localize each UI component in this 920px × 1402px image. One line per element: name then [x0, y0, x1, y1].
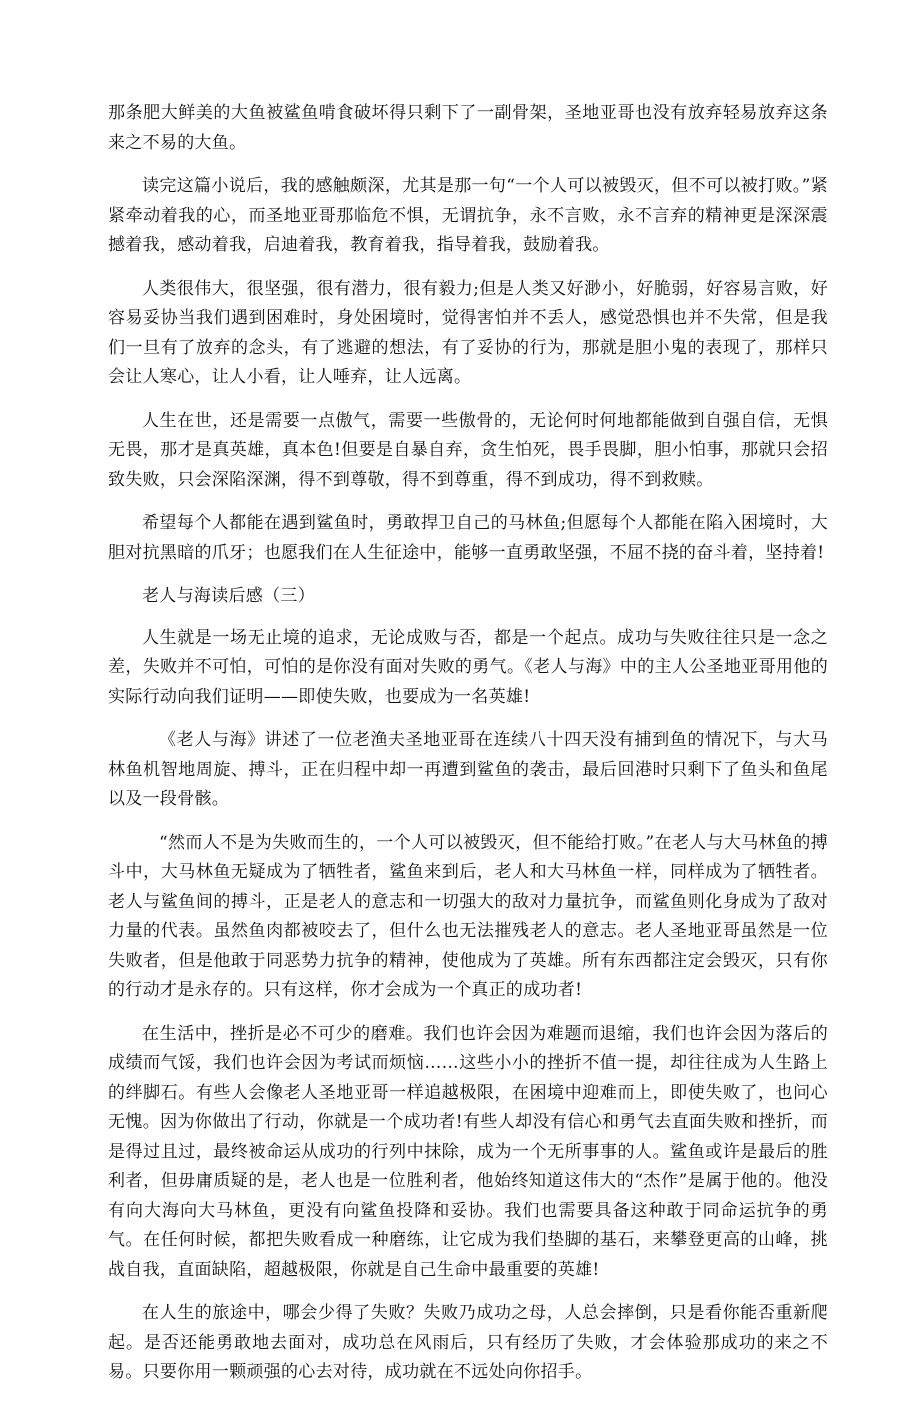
paragraph-2: 读完这篇小说后，我的感触颇深，尤其是那一句“一个人可以被毁灭，但不可以被打败。”紧紧牵动着我的心，而圣地亚哥那临危不惧，无谓抗争，永不言败，永不言弃的精神更是深深震撼着我，感动着我，启迪着我，教育着我，指导着我，鼓励着我。	[108, 176, 828, 255]
paragraph-8: “然而人不是为失败而生的，一个人可以被毁灭，但不能给打败。”在老人与大马林鱼的搏斗中，大马林鱼无疑成为了牺牲者，鲨鱼来到后，老人和大马林鱼一样，同样成为了牺牲者。老人与鲨鱼间的搏斗，正是老人的意志和一切强大的敌对力量抗争，而鲨鱼则化身成为了敌对力量的代表。虽然鱼肉都被咬去了，但什么也无法摧残老人的意志。老人圣地亚哥虽然是一位失败者，但是他敢于同恶势力抗争的精神，使他成为了英雄。所有东西都注定会毁灭，只有你的行动才是永存的。只有这样，你才会成为一个真正的成功者!	[108, 832, 828, 1000]
paragraph-10: 在人生的旅途中，哪会少得了失败？失败乃成功之母，人总会摔倒，只是看你能否重新爬起。是否还能勇敢地去面对，成功总在风雨后，只有经历了失败，才会体验那成功的来之不易。只要你用一颗顽强的心去对待，成功就在不远处向你招手。	[108, 1303, 828, 1382]
paragraph-3: 人类很伟大，很坚强，很有潜力，很有毅力;但是人类又好渺小，好脆弱，好容易言败，好容易妥协当我们遇到困难时，身处困境时，觉得害怕并不丢人，感觉恐惧也并不失常，但是我们一旦有了放弃的念头，有了逃避的想法，有了妥协的行为，那就是胆小鬼的表现了，那样只会让人寒心，让人小看，让人唾弃，让人远离。	[108, 278, 828, 387]
paragraph-6: 人生就是一场无止境的追求，无论成败与否，都是一个起点。成功与失败往往只是一念之差，失败并不可怕，可怕的是你没有面对失败的勇气。《老人与海》中的主人公圣地亚哥用他的实际行动向我们证明——即使失败，也要成为一名英雄!	[108, 627, 828, 707]
section-heading: 老人与海读后感（三）	[142, 586, 315, 606]
paragraph-9: 在生活中，挫折是必不可少的磨难。我们也许会因为难题而退缩，我们也许会因为落后的成绩而气馁，我们也许会因为考试而烦恼……这些小小的挫折不值一提，却往往成为人生路上的绊脚石。有些人会像老人圣地亚哥一样追越极限，在困境中迎难而上，即使失败了，也问心无愧。因为你做出了行动，你就是一个成功者!有些人却没有信心和勇气去直面失败和挫折，而是得过且过，最终被命运从成功的行列中抹除，成为一个无所事事的人。鲨鱼或许是最后的胜利者，但毋庸质疑的是，老人也是一位胜利者，他始终知道这伟大的“杰作”是属于他的。他没有向大海向大马林鱼，更没有向鲨鱼投降和妥协。我们也需要具备这种敢于同命运抗争的勇气。在任何时候，都把失败看成一种磨练，让它成为我们垫脚的基石，来攀登更高的山峰，挑战自我，直面缺陷，超越极限，你就是自己生命中最重要的英雄!	[108, 1023, 828, 1280]
paragraph-4: 人生在世，还是需要一点傲气，需要一些傲骨的，无论何时何地都能做到自强自信，无惧无畏，那才是真英雄，真本色!但要是自暴自弃，贪生怕死，畏手畏脚，胆小怕事，那就只会招致失败，只会深陷深渊，得不到尊敬，得不到尊重，得不到成功，得不到救赎。	[108, 410, 828, 490]
paragraph-1: 那条肥大鲜美的大鱼被鲨鱼啃食破坏得只剩下了一副骨架，圣地亚哥也没有放弃轻易放弃这条来之不易的大鱼。	[108, 103, 828, 153]
paragraph-5: 希望每个人都能在遇到鲨鱼时，勇敢捍卫自己的马林鱼;但愿每个人都能在陷入困境时，大胆对抗黑暗的爪牙；也愿我们在人生征途中，能够一直勇敢坚强，不屈不挠的奋斗着，坚持着!	[108, 513, 828, 563]
document-body	[108, 99, 828, 1402]
paragraph-7: 《老人与海》讲述了一位老渔夫圣地亚哥在连续八十四天没有捕到鱼的情况下，与大马林鱼机智地周旋、搏斗，正在归程中却一再遭到鲨鱼的袭击，最后回港时只剩下了鱼头和鱼尾以及一段骨骸。	[108, 730, 828, 809]
